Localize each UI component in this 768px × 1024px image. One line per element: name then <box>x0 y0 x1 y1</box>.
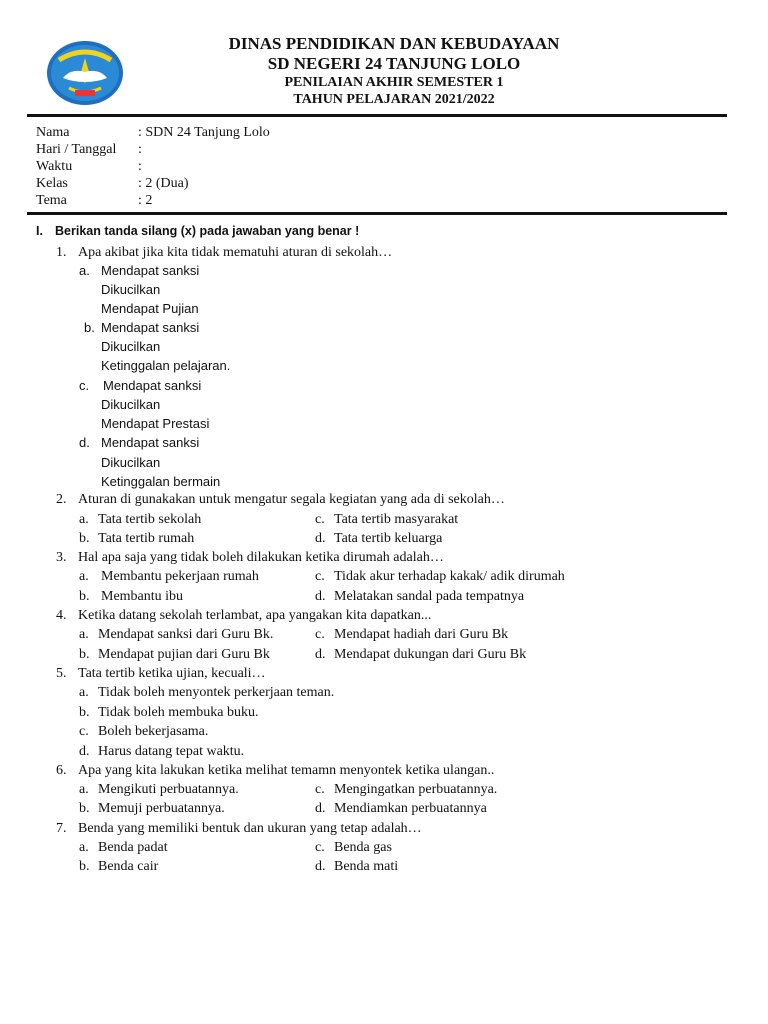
question-6 <box>56 762 494 780</box>
option-line: Mendapat Pujian <box>101 301 199 316</box>
option-line: Dikucilkan <box>101 282 161 297</box>
option-line: Ketinggalan bermain <box>101 474 221 489</box>
question-text: Apa yang kita lakukan ketika melihat temamn menyontek ketika ulangan.. <box>78 763 495 778</box>
question-number: 4. <box>56 608 67 623</box>
identity-value: : SDN 24 Tanjung Lolo <box>138 125 270 140</box>
question-text: Tata tertib ketika ujian, kecuali… <box>78 666 266 681</box>
section-number: I. <box>36 224 43 238</box>
option-text: Mendapat dukungan dari Guru Bk <box>334 647 527 662</box>
question-5-option-a[interactable] <box>79 684 334 702</box>
question-number: 5. <box>56 666 67 681</box>
divider-bottom <box>27 212 727 215</box>
option-text: Memuji perbuatannya. <box>98 801 225 816</box>
option-line: Mendapat Prestasi <box>101 416 210 431</box>
section-heading <box>36 224 359 238</box>
question-4 <box>56 607 431 625</box>
option-letter: c. <box>79 378 90 393</box>
question-2 <box>56 491 505 509</box>
document-header <box>0 0 768 115</box>
identity-row-nama <box>36 124 270 141</box>
question-3-option-b[interactable] <box>79 588 183 606</box>
option-text: Mengikuti perbuatannya. <box>98 782 239 797</box>
option-letter: b. <box>79 589 90 604</box>
option-text: Mendapat sanksi <box>101 435 200 450</box>
option-letter: a. <box>79 569 89 584</box>
question-4-option-c[interactable] <box>315 626 508 644</box>
question-2-option-b[interactable] <box>79 530 194 548</box>
identity-row-kelas <box>36 175 270 192</box>
option-letter: b. <box>79 859 90 874</box>
option-letter: a. <box>79 840 89 855</box>
identity-label: Kelas <box>36 176 68 191</box>
option-text: Membantu ibu <box>101 589 184 604</box>
question-number: 2. <box>56 492 67 507</box>
option-text: Mendapat sanksi <box>101 263 200 278</box>
option-text: Melatakan sandal pada tempatnya <box>334 589 525 604</box>
question-7-option-a[interactable] <box>79 839 168 857</box>
option-text: Mendapat sanksi dari Guru Bk. <box>98 627 274 642</box>
question-2-option-c[interactable] <box>315 511 458 529</box>
question-5 <box>56 665 266 683</box>
question-text: Benda yang memiliki bentuk dan ukuran yang tetap adalah… <box>78 821 422 836</box>
question-text: Ketika datang sekolah terlambat, apa yangakan kita dapatkan... <box>78 608 432 623</box>
identity-label: Waktu <box>36 159 73 174</box>
header-agency: DINAS PENDIDIKAN DAN KEBUDAYAAN <box>228 34 560 53</box>
identity-label: Tema <box>36 193 67 208</box>
question-4-option-a[interactable] <box>79 626 273 644</box>
question-7-option-c[interactable] <box>315 839 392 857</box>
identity-label: Hari / Tanggal <box>36 142 117 157</box>
option-text: Tidak akur terhadap kakak/ adik dirumah <box>334 569 565 584</box>
identity-row-waktu <box>36 158 270 175</box>
option-line: Dikucilkan <box>101 397 161 412</box>
question-3-option-d[interactable] <box>315 588 524 606</box>
option-text: Benda padat <box>98 840 168 855</box>
header-exam: PENILAIAN AKHIR SEMESTER 1 <box>284 75 504 90</box>
option-letter: d. <box>315 647 326 662</box>
question-4-option-b[interactable] <box>79 646 270 664</box>
option-letter: d. <box>315 531 326 546</box>
option-letter: c. <box>315 782 325 797</box>
option-text: Benda gas <box>334 840 392 855</box>
question-text: Apa akibat jika kita tidak mematuhi aturan di sekolah… <box>78 245 393 260</box>
option-letter: c. <box>315 627 325 642</box>
question-1-option-d[interactable] <box>79 434 199 452</box>
option-text: Tidak boleh menyontek perkerjaan teman. <box>98 685 335 700</box>
identity-block <box>36 124 270 209</box>
question-number: 3. <box>56 550 67 565</box>
question-7 <box>56 820 422 838</box>
option-line: Dikucilkan <box>101 455 161 470</box>
identity-value: : 2 <box>138 193 153 208</box>
question-text: Aturan di gunakakan untuk mengatur segala kegiatan yang ada di sekolah… <box>78 492 505 507</box>
identity-row-hari-tanggal <box>36 141 270 158</box>
option-letter: b. <box>79 705 90 720</box>
option-line: Ketinggalan pelajaran. <box>101 358 231 373</box>
option-letter: a. <box>79 627 89 642</box>
option-letter: a. <box>79 782 89 797</box>
option-text: Tata tertib rumah <box>98 531 195 546</box>
question-6-option-c[interactable] <box>315 781 497 799</box>
option-text: Benda cair <box>98 859 159 874</box>
option-letter: d. <box>315 589 326 604</box>
option-text: Tata tertib sekolah <box>98 512 202 527</box>
identity-value: : 2 (Dua) <box>138 176 189 191</box>
divider-top <box>27 114 727 117</box>
question-5-option-b[interactable] <box>79 704 258 722</box>
question-1 <box>56 244 392 262</box>
question-4-option-d[interactable] <box>315 646 526 664</box>
question-text: Hal apa saja yang tidak boleh dilakukan ketika dirumah adalah… <box>78 550 444 565</box>
option-line: Dikucilkan <box>101 339 161 354</box>
option-text: Benda mati <box>334 859 399 874</box>
option-text: Membantu pekerjaan rumah <box>101 569 259 584</box>
identity-value: : <box>138 159 142 174</box>
option-letter: c. <box>79 724 89 739</box>
option-text: Tata tertib keluarga <box>334 531 443 546</box>
question-3 <box>56 549 444 567</box>
identity-row-tema <box>36 192 270 209</box>
option-letter: b. <box>79 801 90 816</box>
question-number: 6. <box>56 763 67 778</box>
option-letter: d. <box>79 435 90 450</box>
option-letter: c. <box>315 569 325 584</box>
question-2-option-a[interactable] <box>79 511 201 529</box>
option-letter: a. <box>79 512 89 527</box>
option-letter: a. <box>79 685 89 700</box>
option-text: Mendiamkan perbuatannya <box>334 801 487 816</box>
option-letter: b. <box>79 647 90 662</box>
option-text: Harus datang tepat waktu. <box>98 744 245 759</box>
option-letter: c. <box>315 512 325 527</box>
option-letter: d. <box>315 859 326 874</box>
question-number: 1. <box>56 245 67 260</box>
header-year: TAHUN PELAJARAN 2021/2022 <box>293 92 495 107</box>
question-6-option-b[interactable] <box>79 800 225 818</box>
option-text: Mendapat pujian dari Guru Bk <box>98 647 270 662</box>
option-text: Tidak boleh membuka buku. <box>98 705 259 720</box>
question-1-option-a[interactable] <box>79 262 199 280</box>
question-5-option-c[interactable] <box>79 723 208 741</box>
option-letter: d. <box>79 744 90 759</box>
option-text: Boleh bekerjasama. <box>98 724 209 739</box>
option-text: Tata tertib masyarakat <box>334 512 459 527</box>
question-2-option-d[interactable] <box>315 530 442 548</box>
option-letter: c. <box>315 840 325 855</box>
header-school: SD NEGERI 24 TANJUNG LOLO <box>267 54 521 73</box>
question-3-option-c[interactable] <box>315 568 565 586</box>
question-6-option-d[interactable] <box>315 800 487 818</box>
option-text: Mendapat sanksi <box>103 378 202 393</box>
question-6-option-a[interactable] <box>79 781 239 799</box>
section-title: Berikan tanda silang (x) pada jawaban yang benar ! <box>55 224 360 238</box>
question-7-option-d[interactable] <box>315 858 398 876</box>
option-letter: b. <box>79 531 90 546</box>
question-3-option-a[interactable] <box>79 568 259 586</box>
option-text: Mendapat hadiah dari Guru Bk <box>334 627 509 642</box>
option-letter: b. <box>84 320 95 335</box>
question-1-option-c[interactable] <box>79 377 201 395</box>
identity-label: Nama <box>36 125 70 140</box>
identity-value: : <box>138 142 142 157</box>
option-letter: a. <box>79 263 90 278</box>
option-text: Mengingatkan perbuatannya. <box>334 782 498 797</box>
option-text: Mendapat sanksi <box>101 320 200 335</box>
option-letter: d. <box>315 801 326 816</box>
question-number: 7. <box>56 821 67 836</box>
question-5-option-d[interactable] <box>79 743 244 761</box>
question-1-option-b[interactable] <box>84 319 199 337</box>
question-7-option-b[interactable] <box>79 858 158 876</box>
